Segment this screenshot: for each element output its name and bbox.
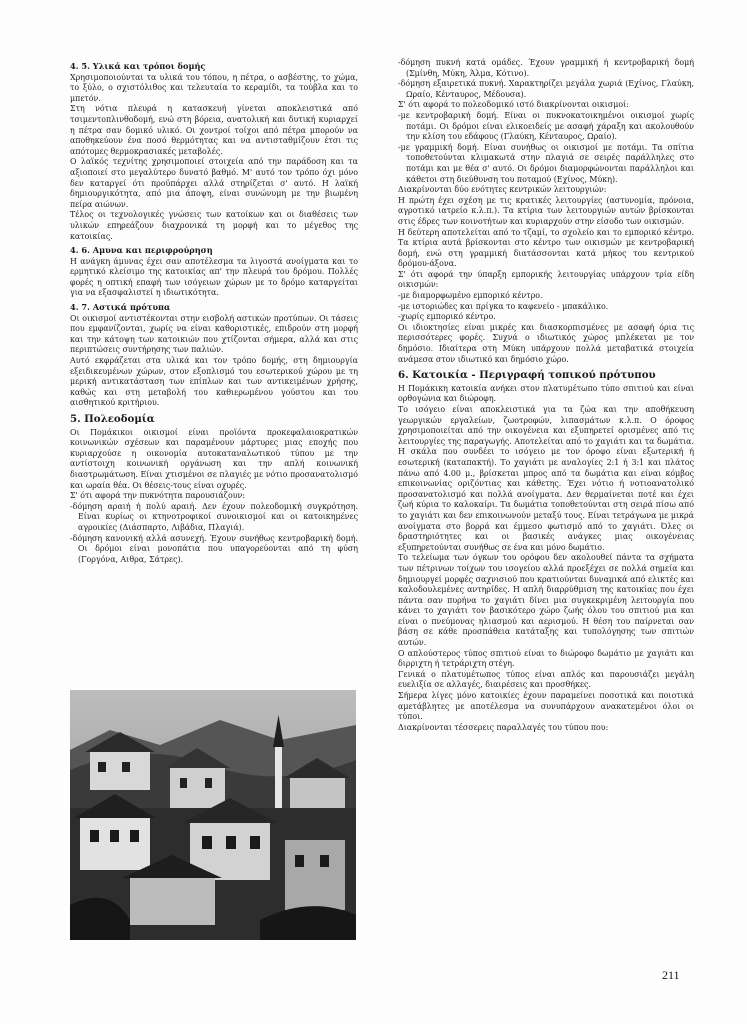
section-4-6-heading: 4. 6. Αμυνα και περιφρούρηση [70,245,213,256]
list-item: -με κεντροβαρική δομή. Είναι οι πυκνοκατοικημένοι οικισμοί χωρίς ποτάμι. Οι δρόμοι είναι ελικοειδείς με ασαφή χάραξη και ακολουθούν την κλίση του εδάφους (Γλαύκη, Κένταυρος, Ωραίο). [398,110,694,142]
paragraph: Χρησιμοποιούνται τα υλικά του τόπου, η πέτρα, ο ασβέστης, το χώμα, το ξύλο, ο σχιστόλιθος και τελευταία το κεραμίδι, τα τούβλα και το μπετόν. [70,72,358,103]
paragraph: Ο λαϊκός τεχνίτης χρησιμοποιεί στοιχεία από την παράδοση και τα αξιοποιεί στο μεγαλύτερο δυνατό βαθμό. Μ' αυτό τον τρόπο όχι μόνο δεν καταργεί ότι προϋπάρχει αλλά στηρίζεται σ' αυτό. Η λαϊκή δημιουργικότητα, από μια άποψη, είναι συνώνυμη με την βιωμένη πείρα αιώνων. [70,157,358,209]
list-item: -δόμηση αραιή ή πολύ αραιή. Δεν έχουν πολεοδομική συγκρότηση. Είναι κυρίως οι κτηνοτροφικοί συνοικισμοί και οι κατοικημένες αγροικίες (Διάσπαρτο, Λιβάδια, Πλαγιά). [70,501,358,532]
paragraph: Σ' ότι αφορά την πυκνότητα παρουσιάζουν: [70,491,245,501]
paragraph: Τέλος οι τεχνολογικές γνώσεις των κατοίκων και οι διαθέσεις των υλικών επηρεάζουν διαχρονικά τη μορφή και το μέγεθος της κατοικίας. [70,210,358,241]
paragraph: Διακρίνονται δύο ενότητες κεντρικών λειτουργιών: [398,185,607,195]
paragraph: Οι ιδιοκτησίες είναι μικρές και διασκορπισμένες με ασαφή όρια τις περισσότερες φορές. Συχνά ο ιδιωτικός χώρος μπλέκεται με τον δημόσιο. Ιδιαίτερα στη Μύκη υπάρχουν πολλά μεταβατικά στοιχεία ανάμεσα στον ιδιωτικό και δημόσιο χώρο. [398,322,694,364]
paragraph: Το ισόγειο είναι αποκλειστικά για τα ζώα και την αποθήκευση γεωργικών εργαλείων, ζωοτροφών, λιπασμάτων κ.λ.π. Ο όροφος χρησιμοποιείται από την οικογένεια και εξυπηρετεί ορισμένες από τις λειτουργίες της παραγωγής. Αποτελείται από το χαγιάτι και τα δωμάτια. Η σκάλα που συνδέει το ισόγειο με τον όροφο είναι εξωτερική ή εσωτερική (καταπακτή). Το χαγιάτι με αναλογίες 2:1 ή 3:1 και πλάτος πάνω από 4.00 μ., βρίσκεται μπρος από τα δωμάτια και είναι κόμβος επικοινωνίας οριζόντιας και κάθετης. Έχει νότιο ή νοτιοανατολικό προσανατολισμό και πολλά ανοίγματα. Δεν θερμαίνεται ποτέ και έχει ζωή κύρια το καλοκαίρι. Τα δωμάτια τοποθετούνται στη σειρά πίσω από το χαγιάτι και δεν επικοινωνούν μεταξύ τους. Είναι τετράγωνα με μικρά ανοίγματα στο βορρά και έμμεσο φωτισμό από το χαγιάτι. Όλες οι δραστηριότητες και οι βασικές ανάγκες μιας οικογένειας εξυπηρετούνται συνήθως σε ένα και μόνο δωμάτιο. [398,405,694,552]
section-4-7-heading: 4. 7. Αστικά πρότυπα [70,302,171,313]
section-4-5-heading: 4. 5. Υλικά και τρόποι δομής [70,61,206,71]
right-column [398,58,694,733]
paragraph: Διακρίνονται τέσσερεις παραλλαγές του τύπου που: [398,722,609,732]
village-photo [70,690,356,940]
list-item: -χωρίς εμπορικό κέντρο. [398,312,496,322]
paragraph: Η δεύτερη αποτελείται από το τζαμί, το σχολείο και το εμπορικό κέντρο. Τα κτίρια αυτά βρίσκονται στο κέντρο των οικισμών με κεντροβαρική δομή, ενώ στη γραμμική διατάσσονται κατά μήκος του κεντρικού δρόμου-άξονα. [398,227,694,269]
section-6-heading: 6. Κατοικία - Περιγραφή τοπικού πρότυπου [398,369,656,382]
paragraph: Η Πομάκικη κατοικία ανήκει στον πλατυμέτωπο τύπο σπιτιού και είναι ορθογώνια και διώροφη. [398,383,694,404]
paragraph: Γενικά ο πλατυμέτωπος τύπος είναι απλός και παρουσιάζει μεγάλη ευελιξία σε αλλαγές, διαιρέσεις και προσθήκες. [398,669,694,690]
list-item: -δόμηση εξαιρετικά πυκνή. Χαρακτηρίζει μεγάλα χωριά (Εχίνος, Γλαύκη, Ωραίο, Κένταυρος, Μέδουσα). [398,79,694,99]
list-item: -δόμηση κανονική αλλά ασυνεχή. Έχουν συνήθως κεντροβαρική δομή. Οι δρόμοι είναι μονοπάτια που υπαγορεύονται από τη φύση (Γοργόνα, Αιθρα, Σάτρες). [70,533,358,564]
paragraph: Το τελείωμα των όγκων του ορόφου δεν ακολουθεί πάντα τα σχήματα των πέτρινων τοίχων του ισογείου αλλά προεξέχει σε πολλά σημεία και δημιουργεί μορφές σαχνισιού που κρατιούνται δυναμικά από ελικτές και καλοδουλεμένες αντηρίδες. Η απλή διαρρύθμιση της κατοικίας που έχει πάντα σαν πυρήνα το χαγιάτι δίνει μια συγκεκριμένη λειτουργία που κάνει το χαγιάτι τον βασικότερο χώρο ζωής όλου του σπιτιού μια και είναι ο πνεύμονας ηλιασμού και αερισμού. Η θέση του παίρνεται σαν βάση σε κάθε προσπάθεια κατάταξης και τυπολόγησης των σπιτιών αυτών. [398,553,694,648]
paragraph: Αυτό εκφράζεται στα υλικά και τον τρόπο δομής, στη δημιουργία εξειδικευμένων χώρων, στον εξοπλισμό του εσωτερικού χώρου με τη μερική αντικατάσταση των επίπλων και των αντικειμένων χρήσης, καθώς και στη μεταβολή του καθιερωμένου γούστου και του αισθητικού κριτήριου. [70,356,358,408]
list-item: -δόμηση πυκνή κατά ομάδες. Έχουν γραμμική ή κεντροβαρική δομή (Σμίνθη, Μύκη, Άλμα, Κότινο). [398,58,694,78]
page-number: 211 [662,968,680,982]
list-item: -με ιστοριώδες και πρίγκα το καφενείο - μπακάλικο. [398,301,609,311]
paragraph: Ο απλούστερος τύπος σπιτιού είναι το διώροφο δωμάτιο με χαγιάτι και διρριχτη ή τετράριχτη στέγη. [398,648,694,669]
section-5-heading: 5. Πολεοδομία [70,413,155,425]
paragraph: Σ' ότι αφορά το πολεοδομικό ιστό διακρίνονται οικισμοί: [398,100,629,110]
paragraph: Η ανάγκη άμυνας έχει σαν αποτέλεσμα τα λιγοστά ανοίγματα και το ερμητικό κλείσιμο της κατοικίας απ' την πλευρά του δρόμου. Πολλές φορές η οπτική επαφή των ισόγειων χώρων με το δρόμο καταργείται για να εξασφαλιστεί η ιδιωτικότητα. [70,256,358,298]
paragraph: Στη νότια πλευρά η κατασκευή γίνεται αποκλειστικά από τσιμεντοπλινθοδομή, ενώ στη βόρεια, ανατολική και δυτική κυριαρχεί η πέτρα σαν δομικό υλικό. Οι χοντροί τοίχοι από πέτρα μπορούν να αποθηκεύουν ένα ποσό θερμότητας και να αντισταθμίζουν έτσι τις απότομες θερμοκρασιακές μεταβολές. [70,104,358,156]
list-item: -με γραμμική δομή. Είναι συνήθως οι οικισμοί με ποτάμι. Τα σπίτια τοποθετούνται κλιμακωτά στην πλαγιά σε σειρές παράλληλες στο ποτάμι και με θέα σ' αυτό. Οι δρόμοι διαμορφώνονται παράλληλοι και κάθετοι στη διεύθυνση του ποταμού (Εχίνος, Μύκη). [398,142,694,184]
left-column [70,58,358,565]
paragraph: Οι Πομάκικοι οικισμοί είναι προϊόντα προκεφαλαιοκρατικών κοινωνικών σχέσεων και παραμένουν μάρτυρες μιας εποχής που κυριαρχούσε η οικονομία αυτοκαταναλωτικού τύπου με την αντίστοιχη κοινωνική οργάνωση και την απλή κοινωνική διαστρωμάτωση. Είναι χτισμένοι σε πλαγιές με νότιο προσανατολισμό και ωραία θέα. Οι θέσεις-τους είναι οχυρές. [70,427,358,490]
paragraph: Σήμερα λίγες μόνο κατοικίες έχουν παραμείνει ποσοτικά και ποιοτικά αμετάβλητες με αποτέλεσμα να συνυπάρχουν ανακατεμένοι όλοι οι τύποι. [398,691,694,722]
paragraph: Η πρώτη έχει σχέση με τις κρατικές λειτουργίες (αστυνομία, πρόνοια, αγροτικό ιατρείο κ.λ.π.). Τα κτίρια των λειτουργιών αυτών βρίσκονται στις έδρες των κοινοτήτων και κυριαρχούν στην είσοδο των οικισμών. [398,195,694,226]
paragraph: Οι οικισμοί αντιστέκονται στην εισβολή αστικών προτύπων. Οι τάσεις που εμφανίζονται, χωρίς να είναι καθοριστικές, επιδρούν στη μορφή και την κάτοψη των κατοικιών που χτίζονται σήμερα, αλλά και στις περιπτώσεις συντήρησης των παλιών. [70,313,358,355]
list-item: -με διαμορφωμένο εμπορικό κέντρο. [398,291,543,301]
paragraph: Σ' ότι αφορά την ύπαρξη εμπορικής λειτουργίας υπάρχουν τρία είδη οικισμών: [398,269,694,290]
